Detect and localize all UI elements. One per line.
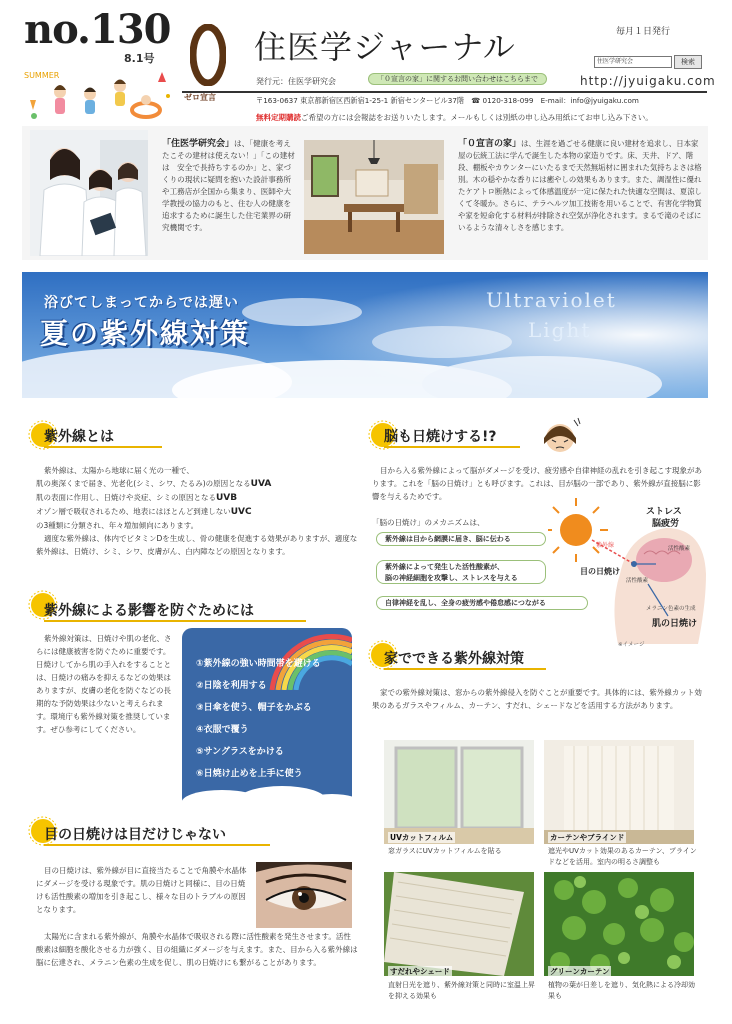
uvc-desc: オゾン層で吸収されるため、地表にはほとんど到達しない — [36, 507, 231, 516]
label-skin-sunburn: 肌の日焼け — [652, 619, 698, 629]
institute-text: は、「健康を考えたこその建材は使えない！」「この建材は 安全で長持ちするのか」と、家づくりの現状に疑問を抱いた設計事務所や工務店が全国から集まり、医師や大学教授の協力のもと、住む人の健康を追求するために誕生した住宅業界の研究機関です。 — [162, 139, 295, 232]
section-heading-prevention: 紫外線による影響を防ぐためには — [44, 603, 254, 619]
uvc-label: UVC — [230, 507, 252, 517]
uvb-label: UVB — [216, 493, 238, 503]
uv-line-uvb — [36, 491, 358, 505]
label-ros-2: 活性酸素 — [626, 578, 649, 584]
svg-text:SUMMER: SUMMER — [24, 71, 60, 80]
green-curtain-desc: 植物の葉が日差しを遮り、気化熱による冷却効果も — [548, 981, 695, 1000]
subscription-text: ご希望の方には会報誌をお送りいたします。メールもしくは別紙の申し込み用紙にてお申し込み下さい。 — [301, 113, 653, 122]
eye-closeup-photo — [256, 862, 352, 928]
banner-english-2: Light — [528, 318, 592, 342]
uv-line-5: の3種類に分類され、年々増加傾向にあります。 — [36, 521, 199, 530]
sudare-shade-desc: 直射日光を遮り、紫外線対策と同時に室温上昇を抑える効果も — [388, 981, 535, 1000]
house-text: は、生涯を過ごせる健康に良い建材を追求し、日本家屋の伝統工法に学んで誕生した本物の家造りです。床、天井、ドア、階段、棚板やカウンターにいたるまで天然無垢材に囲まれた気持ちよさは格別。木の穏やかな香りには癒やしの効果もあります。また、調湿性に優れたケアトロ断熱によって体感温度が一定に保たれた快適な空間は、夏涼しくて冬暖か。さらに、テラヘルツ加工技術を用いることで、有害化学物質や家を短命化する材料が排除され空気が浄化されます。まるで滝のそばにいるような清々しさを感じます。 — [458, 139, 702, 232]
green-curtain-photo — [544, 872, 694, 976]
curtain-blind-desc: 遮光やUVカット効果のあるカーテン、ブラインドなどを活用。室内の明るさ調整も — [548, 847, 697, 866]
sudare-shade-title: すだれやシェード — [390, 967, 450, 976]
summer-kids-illustration — [22, 66, 172, 124]
eye-sunburn-text-2: 太陽光に含まれる紫外線が、角膜や水晶体で吸収される際に活性酸素を発生させます。活性酸素は細胞を酸化させる力が強く、目の組織にダメージを与えます。また、目から入る紫外線は脳に伝達され、メラニン色素の生成を促し、肌の日焼けにも繋がることがあります。 — [36, 932, 358, 967]
tip-6: ⑥日焼け止めを上手に使う — [196, 769, 303, 779]
uva-label: UVA — [250, 479, 272, 489]
uvb-desc: 肌の表面に作用し、日焼けや炎症、シミの原因となる — [36, 493, 216, 502]
mechanism-step-2 — [376, 560, 546, 584]
issue-cycle: 毎月１日発行 — [616, 27, 671, 37]
section-heading-eye-sunburn: 目の日焼けは目だけじゃない — [44, 827, 226, 843]
uv-line-6: 適度な紫外線は、体内でビタミンDを生成し、骨の健康を促進する効果がありますが、適度な紫外線は、日焼け、シミ、シワ、皮膚がん、白内障などの原因となります。 — [36, 534, 358, 556]
uv-line-uva — [36, 477, 358, 491]
house-interior-photo — [304, 140, 444, 254]
section-heading-home-uv: 家でできる紫外線対策 — [384, 651, 524, 667]
publisher: 発行元：住医学研究会 — [256, 77, 336, 86]
step-2-line-2: 脳の神経細胞を攻撃し、ストレスを与える — [385, 574, 518, 582]
uv-line-1: 紫外線は、太陽から地球に届く光の一種で、 — [44, 466, 194, 475]
house-description — [458, 138, 704, 234]
curtain-blind-photo — [544, 740, 694, 844]
tip-3: ③日傘を使う、帽子をかぶる — [196, 703, 312, 713]
subscription-notice — [256, 112, 653, 123]
banner-title: 夏の紫外線対策 — [40, 317, 251, 350]
tip-4: ④衣服で覆う — [196, 725, 249, 735]
zero-logo-icon — [190, 24, 226, 86]
banner-subtitle: 浴びてしまってからでは遅い — [44, 295, 239, 311]
step-2-line-1: 紫外線によって発生した活性酸素が、 — [385, 563, 504, 571]
curtain-blind-title: カーテンやブラインド — [550, 833, 625, 842]
heading-underline — [44, 844, 270, 846]
uva-desc: 肌の奥深くまで届き、光老化(シミ、シワ、たるみ)の原因となる — [36, 479, 251, 488]
journal-title: 住医学ジャーナル — [254, 28, 516, 66]
uv-line-uvc — [36, 505, 358, 519]
search-button[interactable]: 検索 — [674, 55, 702, 69]
home-uv-text: 家での紫外線対策は、窓からの紫外線侵入を防ぐことが重要です。具体的には、紫外線カット効果のあるガラスやフィルム、カーテン、すだれ、シェードなどを活用する方法があります。 — [372, 688, 702, 710]
green-curtain-title: グリーンカーテン — [550, 967, 610, 976]
logo-caption: ゼロ宣言 — [184, 93, 216, 102]
what-is-uv-text — [36, 464, 358, 558]
heading-underline — [384, 668, 546, 670]
inquiry-badge: 「０宣言の家」に関するお問い合わせはこちらまで — [368, 73, 547, 85]
label-melanin: メラニン色素の生成 — [646, 606, 696, 612]
heading-underline — [384, 446, 520, 448]
mechanism-step-3: 自律神経を乱し、全身の疲労感や倦怠感につながる — [376, 596, 588, 610]
tip-1: ①紫外線の強い時間帯を避ける — [196, 659, 321, 669]
tired-woman-illustration — [538, 414, 582, 458]
mechanism-intro: 「脳の日焼け」のメカニズムは、 — [372, 518, 485, 527]
institute-keyword: 「住医学研究会」 — [162, 139, 235, 149]
uv-film-title: UVカットフィルム — [390, 833, 454, 842]
mechanism-step-1: 紫外線は目から網膜に届き、脳に伝わる — [376, 532, 546, 546]
section-heading-brain-sunburn: 脳も日焼けする!? — [384, 429, 497, 445]
banner-english-1: Ultraviolet — [486, 288, 617, 312]
tip-2: ②日陰を利用する — [196, 681, 267, 691]
label-stress: ストレス — [646, 507, 682, 517]
cloud-decoration — [182, 780, 352, 808]
label-image-note: ※イメージ — [618, 642, 645, 648]
eye-sunburn-text-1: 目の日焼けは、紫外線が目に直接当たることで角膜や水晶体にダメージを受ける現象です。肌の日焼けと同様に、目の日焼けも活性酸素の増加を引き起こし、様々な目のトラブルの原因となります。 — [36, 866, 247, 914]
search-input[interactable]: 住医学研究会 — [594, 56, 672, 68]
heading-underline — [44, 446, 162, 448]
label-eye-sunburn: 目の日焼け — [580, 567, 620, 576]
section-heading-what-is-uv: 紫外線とは — [44, 429, 114, 445]
label-ros-1: 活性酸素 — [668, 546, 691, 552]
doctors-photo — [30, 130, 148, 256]
uv-film-photo — [384, 740, 534, 844]
issue-date: 8.1号 — [124, 52, 155, 65]
issue-number: no.130 — [24, 6, 171, 53]
contact-address: 〒163-0637 東京都新宿区西新宿1-25-1 新宿センタービル37階 ☎ 0120-318-099 E-mail：info@jyuigaku.com — [256, 96, 639, 105]
uv-film-desc: 窓ガラスにUVカットフィルムを貼る — [388, 847, 502, 855]
subscription-label: 無料定期購読 — [256, 113, 301, 122]
sudare-shade-photo — [384, 872, 534, 976]
brain-sunburn-text: 目から入る紫外線によって脳がダメージを受け、疲労感や自律神経の乱れを引き起こす現象があります。これを「脳の日焼け」とも呼びます。これは、目が脳の一部であり、紫外線が直接脳に影響を与えるためです。 — [372, 466, 703, 501]
website-url[interactable]: http://jyuigaku.com — [580, 74, 716, 88]
label-brain-fatigue: 脳疲労 — [652, 519, 680, 529]
house-keyword: 「０宣言の家」 — [458, 139, 522, 149]
prevention-text: 紫外線対策は、日焼けや肌の老化、さらには健康被害を防ぐために重要です。日焼けしてから肌の手入れをすることとは、日焼けの痛みを抑えるなどの効果はありますが、皮膚の老化を防ぐなどの長期的な予防効果は少ないと考えられます。環境庁も紫外線対策を推奨しています。ぜひ参考にしてください。 — [36, 634, 172, 734]
label-uv-arrow: 紫外線 — [596, 542, 615, 549]
institute-description — [162, 138, 298, 234]
tip-5: ⑤サングラスをかける — [196, 747, 284, 757]
heading-underline — [44, 620, 306, 622]
header-divider — [182, 91, 707, 93]
